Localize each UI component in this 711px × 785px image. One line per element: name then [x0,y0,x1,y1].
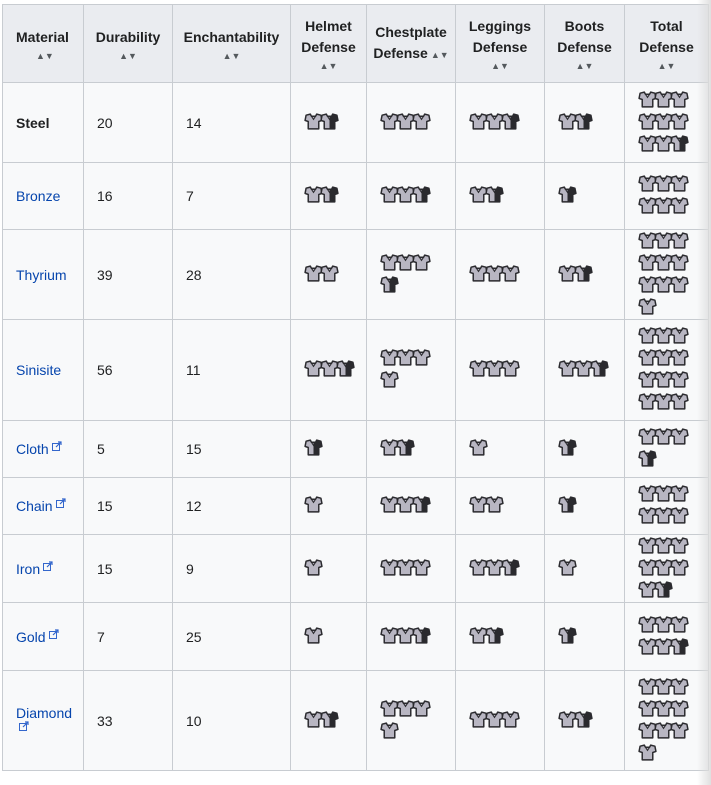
chestplate-half-icon [501,112,520,131]
cell-boots-defense [545,603,625,671]
external-link-icon [49,441,62,457]
armor-icon-row [469,264,536,286]
cell-chestplate-defense [367,83,456,163]
armor-icon-row [558,495,616,517]
cell-boots-defense [545,320,625,421]
external-link-icon [46,629,59,645]
cell-chestplate-defense [367,478,456,535]
chestplate-full-icon [670,392,689,411]
cell-enchantability [173,603,291,671]
header-leggings-label-1: Leggings [468,18,532,34]
chestplate-full-icon [670,427,689,446]
header-helmet-label-1: Helmet [305,18,352,34]
cell-durability [84,230,173,320]
chestplate-half-icon [320,185,339,204]
durability-value: 5 [97,441,105,457]
chestplate-full-icon [670,253,689,272]
enchantability-value: 7 [186,188,194,204]
armor-icon-row [380,112,447,134]
armor-icon-row [469,112,536,134]
chestplate-full-icon [304,626,323,645]
armor-icon-row [380,253,447,275]
cell-material [3,163,84,230]
armor-icon-row [558,359,616,381]
table-row [3,163,709,230]
armor-icon-row [638,134,700,156]
chestplate-full-icon [670,326,689,345]
chestplate-half-icon [558,495,577,514]
chestplate-full-icon [670,112,689,131]
chestplate-full-icon [670,231,689,250]
armor-icon-row [469,185,536,207]
armor-icon-row [638,427,700,449]
armor-icon-row [304,558,358,580]
cell-material [3,421,84,478]
external-link-icon [16,721,29,737]
cell-boots-defense [545,421,625,478]
chestplate-full-icon [638,297,657,316]
chestplate-half-icon [412,626,431,645]
table-row [3,320,709,421]
chestplate-full-icon [670,275,689,294]
material-link[interactable]: Cloth [16,441,49,457]
chestplate-half-icon [558,626,577,645]
sort-arrows-icon[interactable]: ▲▼ [319,61,338,71]
cell-chestplate-defense [367,603,456,671]
chestplate-full-icon [412,112,431,131]
chestplate-full-icon [412,253,431,272]
chestplate-full-icon [558,558,577,577]
cell-boots-defense [545,163,625,230]
enchantability-value: 14 [186,114,202,131]
chestplate-half-icon [412,185,431,204]
cell-chestplate-defense [367,421,456,478]
material-link[interactable]: Iron [16,560,41,577]
cell-leggings-defense [456,603,545,671]
cell-total-defense [625,421,709,478]
armor-icon-row [638,699,700,721]
chestplate-full-icon [670,90,689,109]
header-durability-label: Durability [95,28,161,45]
chestplate-full-icon [304,495,323,514]
armor-icon-row [469,359,536,381]
cell-durability [84,83,173,163]
table-row [3,230,709,320]
cell-helmet-defense [291,671,367,771]
armor-icon-row [304,112,358,134]
chestplate-full-icon [412,348,431,367]
enchantability-value: 12 [186,498,202,514]
header-material[interactable] [3,5,84,83]
armor-icon-row [638,580,700,602]
cell-total-defense [625,163,709,230]
armor-icon-row [380,185,447,207]
cell-enchantability [173,320,291,421]
cell-chestplate-defense [367,320,456,421]
table-body [3,83,709,771]
chestplate-full-icon [304,558,323,577]
cell-chestplate-defense [367,535,456,603]
cell-helmet-defense [291,230,367,320]
armor-icon-row [638,275,700,297]
armor-icon-row [638,721,700,743]
enchantability-value: 28 [186,266,202,283]
material-link[interactable]: Chain [16,498,53,514]
armor-icon-row [638,231,700,253]
chestplate-half-icon [485,185,504,204]
header-helmet-defense[interactable] [291,5,367,83]
chestplate-full-icon [320,264,339,283]
armor-comparison-table [2,4,709,771]
cell-durability [84,671,173,771]
cell-helmet-defense [291,478,367,535]
durability-value: 15 [97,560,113,577]
cell-leggings-defense [456,163,545,230]
armor-icon-row [380,438,447,460]
cell-leggings-defense [456,320,545,421]
external-link-icon [53,498,66,514]
header-enchantability[interactable] [173,5,291,83]
armor-icon-row [638,196,700,218]
armor-icon-row [469,558,536,580]
material-name: Steel [16,114,50,131]
armor-icon-row [380,699,447,721]
chestplate-half-icon [501,558,520,577]
cell-material [3,603,84,671]
chestplate-full-icon [412,558,431,577]
armor-icon-row [638,112,700,134]
header-chestplate-defense[interactable] [367,5,456,83]
armor-icon-row [638,90,700,112]
cell-material [3,478,84,535]
sort-arrows-icon[interactable]: ▲▼ [430,49,449,60]
chestplate-full-icon [670,506,689,525]
durability-value: 56 [97,362,113,378]
armor-icon-row [558,112,616,134]
table-row [3,671,709,771]
cell-total-defense [625,83,709,163]
sort-arrows-icon[interactable]: ▲▼ [657,61,676,71]
armor-icon-row [380,626,447,648]
sort-arrows-icon[interactable]: ▲▼ [119,50,137,61]
chestplate-full-icon [670,370,689,389]
header-helmet-label-2: Defense [301,39,356,55]
cell-total-defense [625,603,709,671]
table-row [3,603,709,671]
cell-enchantability [173,535,291,603]
armor-icon-row [380,370,447,392]
cell-durability [84,603,173,671]
chestplate-half-icon [574,112,593,131]
table-row [3,535,709,603]
material-link[interactable]: Thyrium [16,266,67,283]
cell-durability [84,478,173,535]
chestplate-full-icon [670,677,689,696]
header-boots-label-2: Defense [557,39,612,55]
cell-helmet-defense [291,421,367,478]
armor-icon-row [638,253,700,275]
cell-material [3,83,84,163]
armor-icon-row [469,626,536,648]
chestplate-half-icon [638,449,657,468]
chestplate-full-icon [501,359,520,378]
chestplate-half-icon [485,626,504,645]
armor-icon-row [558,264,616,286]
chestplate-full-icon [501,264,520,283]
header-enchantability-label: Enchantability [183,28,280,45]
chestplate-full-icon [380,370,399,389]
armor-icon-row [558,626,616,648]
cell-material [3,671,84,771]
chestplate-full-icon [670,615,689,634]
chestplate-full-icon [412,699,431,718]
header-material-label: Material [16,28,69,45]
armor-icon-row [638,297,700,319]
chestplate-half-icon [558,185,577,204]
chestplate-full-icon [670,721,689,740]
cell-total-defense [625,230,709,320]
enchantability-value: 9 [186,560,194,577]
chestplate-half-icon [320,112,339,131]
chestplate-full-icon [670,484,689,503]
armor-icon-row [638,484,700,506]
armor-icon-row [638,449,700,471]
header-row [3,5,709,83]
armor-icon-row [638,558,700,580]
armor-icon-row [638,615,700,637]
chestplate-half-icon [320,710,339,729]
cell-total-defense [625,478,709,535]
material-link[interactable]: Diamond [16,704,73,721]
cell-helmet-defense [291,603,367,671]
cell-helmet-defense [291,163,367,230]
cell-durability [84,163,173,230]
chestplate-half-icon [670,134,689,153]
cell-leggings-defense [456,421,545,478]
chestplate-full-icon [485,495,504,514]
armor-icon-row [638,677,700,699]
armor-icon-row [469,495,536,517]
sort-arrows-icon[interactable]: ▲▼ [491,61,509,71]
sort-arrows-icon[interactable]: ▲▼ [222,50,241,61]
durability-value: 33 [97,712,113,729]
enchantability-value: 11 [186,362,201,378]
header-chestplate-label-2: Defense [373,44,428,61]
armor-icon-row [304,438,358,460]
durability-value: 15 [97,498,113,514]
armor-icon-row [304,710,358,732]
cell-boots-defense [545,83,625,163]
armor-icon-row [638,536,700,558]
cell-material [3,320,84,421]
cell-enchantability [173,671,291,771]
durability-value: 20 [97,114,113,131]
armor-icon-row [304,264,358,286]
enchantability-value: 10 [186,712,202,729]
cell-boots-defense [545,230,625,320]
armor-icon-row [638,174,700,196]
chestplate-half-icon [558,438,577,457]
cell-chestplate-defense [367,671,456,771]
cell-material [3,535,84,603]
durability-value: 39 [97,266,113,283]
armor-icon-row [304,185,358,207]
cell-total-defense [625,671,709,771]
cell-enchantability [173,83,291,163]
cell-leggings-defense [456,535,545,603]
cell-material [3,230,84,320]
cell-chestplate-defense [367,230,456,320]
armor-icon-row [380,558,447,580]
chestplate-full-icon [670,174,689,193]
chestplate-half-icon [670,637,689,656]
cell-durability [84,421,173,478]
armor-icon-row [558,710,616,732]
cell-helmet-defense [291,535,367,603]
armor-icon-row [638,506,700,528]
armor-icon-row [304,359,358,381]
durability-value: 7 [97,628,105,645]
cell-boots-defense [545,671,625,771]
armor-icon-row [304,495,358,517]
header-total-defense[interactable] [625,5,709,83]
external-link-icon [40,561,53,577]
header-total-label-2: Defense [639,39,694,55]
chestplate-half-icon [380,275,399,294]
armor-icon-row [469,438,536,460]
cell-helmet-defense [291,320,367,421]
armor-icon-row [558,558,616,580]
header-total-label-1: Total [650,18,683,34]
armor-icon-row [380,348,447,370]
chestplate-half-icon [590,359,609,378]
armor-icon-row [380,721,447,743]
chestplate-full-icon [501,710,520,729]
cell-durability [84,320,173,421]
enchantability-value: 25 [186,628,202,645]
table-row [3,478,709,535]
armor-icon-row [558,185,616,207]
header-chestplate-label-1: Chestplate [375,23,447,40]
header-durability[interactable] [84,5,173,83]
cell-helmet-defense [291,83,367,163]
scroll-edge-shadow [697,0,711,785]
armor-icon-row [380,495,447,517]
chestplate-half-icon [412,495,431,514]
chestplate-half-icon [304,438,323,457]
cell-enchantability [173,230,291,320]
cell-leggings-defense [456,671,545,771]
header-leggings-defense[interactable] [456,5,545,83]
cell-chestplate-defense [367,163,456,230]
cell-leggings-defense [456,478,545,535]
header-boots-defense[interactable] [545,5,625,83]
table-row [3,83,709,163]
chestplate-full-icon [469,438,488,457]
material-link[interactable]: Bronze [16,188,61,204]
chestplate-full-icon [670,536,689,555]
cell-total-defense [625,320,709,421]
armor-icon-row [638,637,700,659]
cell-enchantability [173,478,291,535]
cell-leggings-defense [456,83,545,163]
cell-boots-defense [545,478,625,535]
armor-icon-row [638,348,700,370]
armor-icon-row [638,743,700,765]
chestplate-full-icon [670,348,689,367]
material-link[interactable]: Sinisite [16,362,62,378]
cell-durability [84,535,173,603]
enchantability-value: 15 [186,441,202,457]
durability-value: 16 [97,188,113,204]
cell-enchantability [173,163,291,230]
sort-arrows-icon[interactable]: ▲▼ [575,61,594,71]
armor-icon-row [638,370,700,392]
chestplate-half-icon [654,580,673,599]
header-leggings-label-2: Defense [472,39,528,55]
header-boots-label-1: Boots [564,18,605,34]
cell-total-defense [625,535,709,603]
chestplate-full-icon [670,196,689,215]
cell-enchantability [173,421,291,478]
armor-icon-row [638,326,700,348]
chestplate-full-icon [670,699,689,718]
chestplate-full-icon [638,743,657,762]
chestplate-half-icon [574,264,593,283]
sort-arrows-icon[interactable]: ▲▼ [36,50,54,61]
chestplate-half-icon [574,710,593,729]
chestplate-full-icon [670,558,689,577]
chestplate-full-icon [380,721,399,740]
table-row [3,421,709,478]
armor-icon-row [469,710,536,732]
armor-icon-row [558,438,616,460]
chestplate-half-icon [396,438,415,457]
cell-leggings-defense [456,230,545,320]
armor-icon-row [304,626,358,648]
chestplate-half-icon [336,359,355,378]
cell-boots-defense [545,535,625,603]
material-link[interactable]: Gold [16,628,46,645]
armor-icon-row [380,275,447,297]
armor-icon-row [638,392,700,414]
